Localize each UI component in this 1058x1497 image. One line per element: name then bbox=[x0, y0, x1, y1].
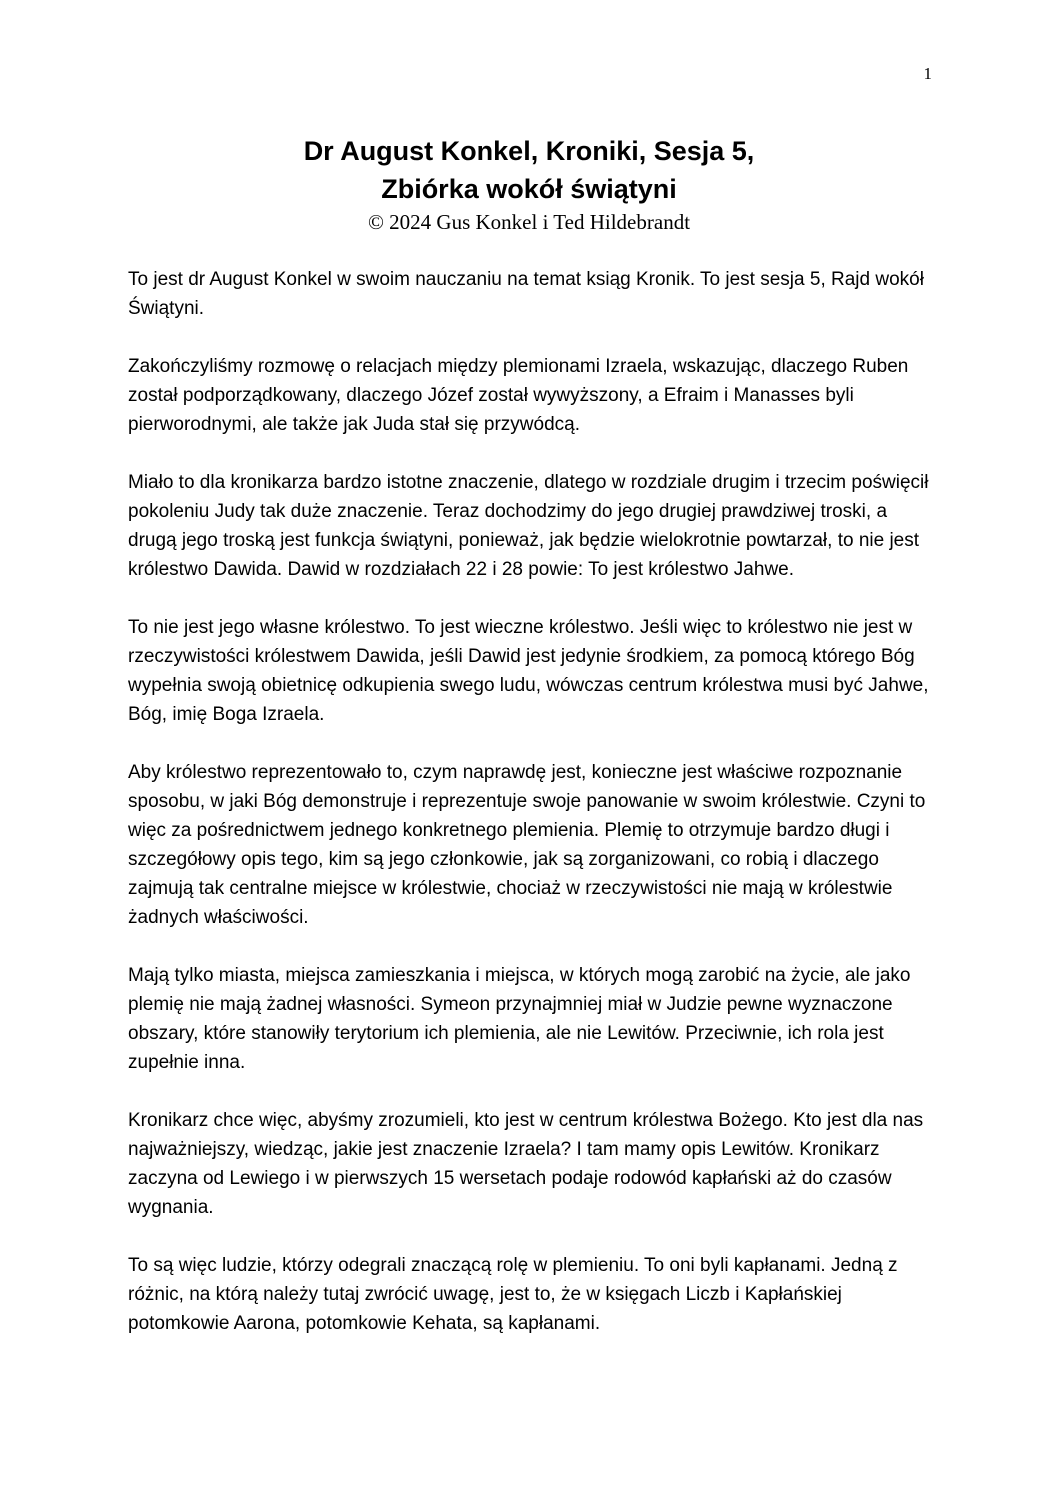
title-block bbox=[0, 132, 1058, 234]
paragraph-1: To jest dr August Konkel w swoim nauczaniu na temat ksiąg Kronik. To jest sesja 5, Rajd wokół Świątyni. bbox=[128, 269, 924, 319]
paragraph-3: Miało to dla kronikarza bardzo istotne znaczenie, dlatego w rozdziale drugim i trzecim poświęcił pokoleniu Judy tak duże znaczenie. Teraz dochodzimy do jego drugiej prawdziwej troski, a drugą jego troską jest funkcja świątyni, ponieważ, jak będzie wielokrotnie powtarzał, to nie jest królestwo Dawida. Dawid w rozdziałach 22 i 28 powie: To jest królestwo Jahwe. bbox=[128, 472, 929, 580]
title-line-1: Dr August Konkel, Kroniki, Sesja 5, bbox=[303, 136, 755, 166]
paragraph-5: Aby królestwo reprezentowało to, czym naprawdę jest, konieczne jest właściwe rozpoznanie sposobu, w jaki Bóg demonstruje i reprezentuje swoje panowanie w swoim królestwie. Czyni to więc za pośrednictwem jednego konkretnego plemienia. Plemię to otrzymuje bardzo długi i szczegółowy opis tego, kim są jego członkowie, jak są zorganizowani, co robią i dlaczego zajmują tak centralne miejsce w królestwie, chociaż w rzeczywistości nie mają w królestwie żadnych właściwości. bbox=[128, 762, 926, 928]
copyright-line: © 2024 Gus Konkel i Ted Hildebrandt bbox=[367, 210, 691, 234]
document-body bbox=[128, 265, 934, 1367]
paragraph-6: Mają tylko miasta, miejsca zamieszkania i miejsca, w których mogą zarobić na życie, ale jako plemię nie mają żadnej własności. Symeon przynajmniej miał w Judzie pewne wyznaczone obszary, które stanowiły terytorium ich plemienia, ale nie Lewitów. Przeciwnie, ich rola jest zupełnie inna. bbox=[128, 965, 911, 1073]
paragraph-2: Zakończyliśmy rozmowę o relacjach między plemionami Izraela, wskazując, dlaczego Ruben został podporządkowany, dlaczego Józef został wywyższony, a Efraim i Manasses byli pierworodnymi, ale także jak Juda stał się przywódcą. bbox=[128, 356, 909, 435]
paragraph-8: To są więc ludzie, którzy odegrali znaczącą rolę w plemieniu. To oni byli kapłanami. Jedną z różnic, na którą należy tutaj zwrócić uwagę, jest to, że w księgach Liczb i Kapłańskiej potomkowie Aarona, potomkowie Kehata, są kapłanami. bbox=[128, 1255, 898, 1334]
paragraph-7: Kronikarz chce więc, abyśmy zrozumieli, kto jest w centrum królestwa Bożego. Kto jest dla nas najważniejszy, wiedząc, jakie jest znaczenie Izraela? I tam mamy opis Lewitów. Kronikarz zaczyna od Lewiego i w pierwszych 15 wersetach podaje rodowód kapłański aż do czasów wygnania. bbox=[128, 1110, 924, 1218]
paragraph-4: To nie jest jego własne królestwo. To jest wieczne królestwo. Jeśli więc to królestwo nie jest w rzeczywistości królestwem Dawida, jeśli Dawid jest jedynie środkiem, za pomocą którego Bóg wypełnia swoją obietnicę odkupienia swego ludu, wówczas centrum królestwa musi być Jahwe, Bóg, imię Boga Izraela. bbox=[128, 617, 929, 725]
title-line-2: Zbiórka wokół świątyni bbox=[381, 174, 677, 204]
page-number: 1 bbox=[923, 64, 932, 83]
